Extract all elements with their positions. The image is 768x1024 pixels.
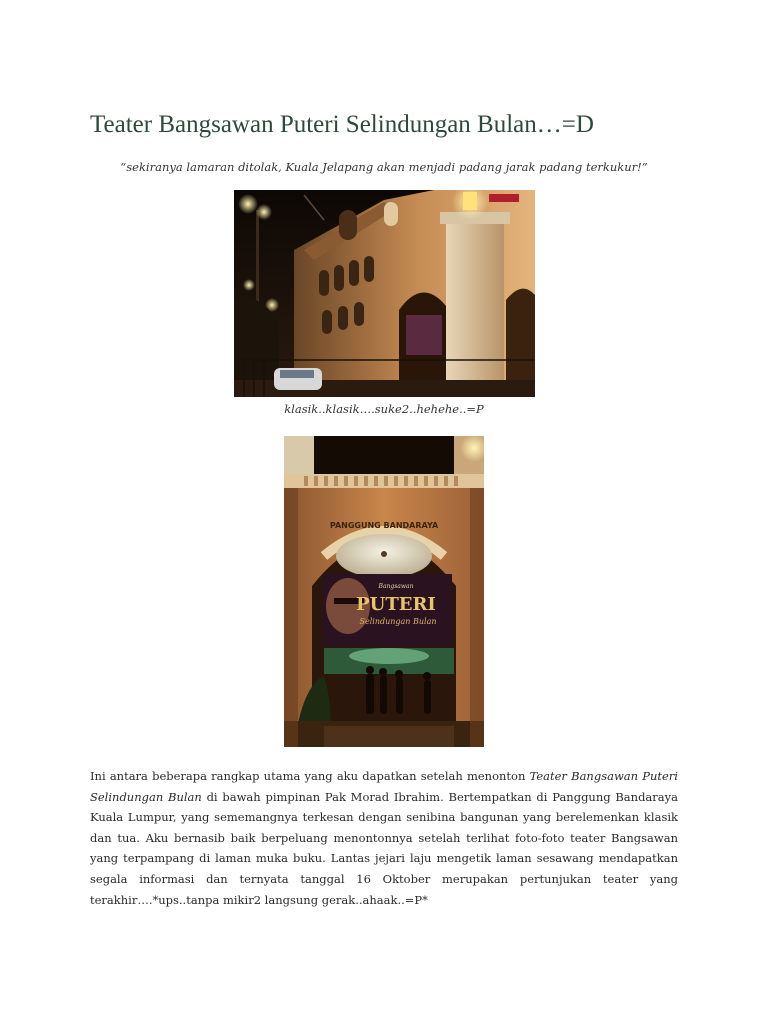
floor-reflection: [324, 726, 454, 747]
chandelier: [381, 551, 387, 557]
pillar-lamp: [463, 192, 477, 210]
photo-theatre-exterior: [234, 190, 535, 397]
red-sign: [489, 194, 519, 202]
poster-top-text: Bangsawan: [378, 583, 414, 590]
car-window: [280, 370, 314, 378]
street-lamp: [256, 204, 272, 220]
arch-sign-text: PANGGUNG BANDARAYA: [329, 521, 439, 530]
theatre-exterior-illustration: [234, 190, 535, 397]
street-lamp: [243, 279, 255, 291]
left-pillar: [284, 488, 298, 747]
entrance-banner: [406, 315, 442, 355]
body-text-part2: di bawah pimpinan Pak Morad Ibrahim. Bertempatkan di Panggung Bandaraya Kuala Lumpur, yang sememangnya terkesan dengan senibina bangunan yang berelemenkan klasik dan tua. Aku bernasib baik berpeluang menontonnya setelah terlihat foto-foto teater Bangsawan yang terpampang di laman muka buku. Lantas jejari laju mengetik laman sesawang mendapatkan segala informasi dan ternyata tanggal 16 Oktober merupakan pertunjukan teater yang terakhir….*ups..tanpa mikir2 langsung gerak..ahaak..=P*: [90, 789, 678, 907]
poster-title: PUTERI: [356, 594, 436, 615]
body-text-italic-title: Teater Bangsawan Puteri Selindungan Bulan: [90, 769, 678, 804]
article-body: [90, 766, 678, 910]
right-pillar: [470, 488, 484, 747]
gate-pillar: [446, 218, 504, 397]
green-glow: [349, 648, 429, 664]
poster-subtitle: Selindungan Bulan: [359, 617, 437, 626]
photo-theatre-entrance: [284, 436, 484, 747]
body-text-part1: Ini antara beberapa rangkap utama yang aku dapatkan setelah menonton: [90, 769, 530, 783]
street-lamp: [238, 194, 258, 214]
page-title: Teater Bangsawan Puteri Selindungan Bulan…=D: [90, 111, 594, 138]
opening-quote: “sekiranya lamaran ditolak, Kuala Jelapang akan menjadi padang jarak padang terkukur!”: [120, 160, 648, 174]
photo-caption: klasik..klasik….suke2..hehehe..=P: [284, 402, 484, 416]
theatre-entrance-illustration: [284, 436, 484, 747]
dome-window: [339, 210, 357, 240]
dome-tower: [384, 202, 398, 226]
